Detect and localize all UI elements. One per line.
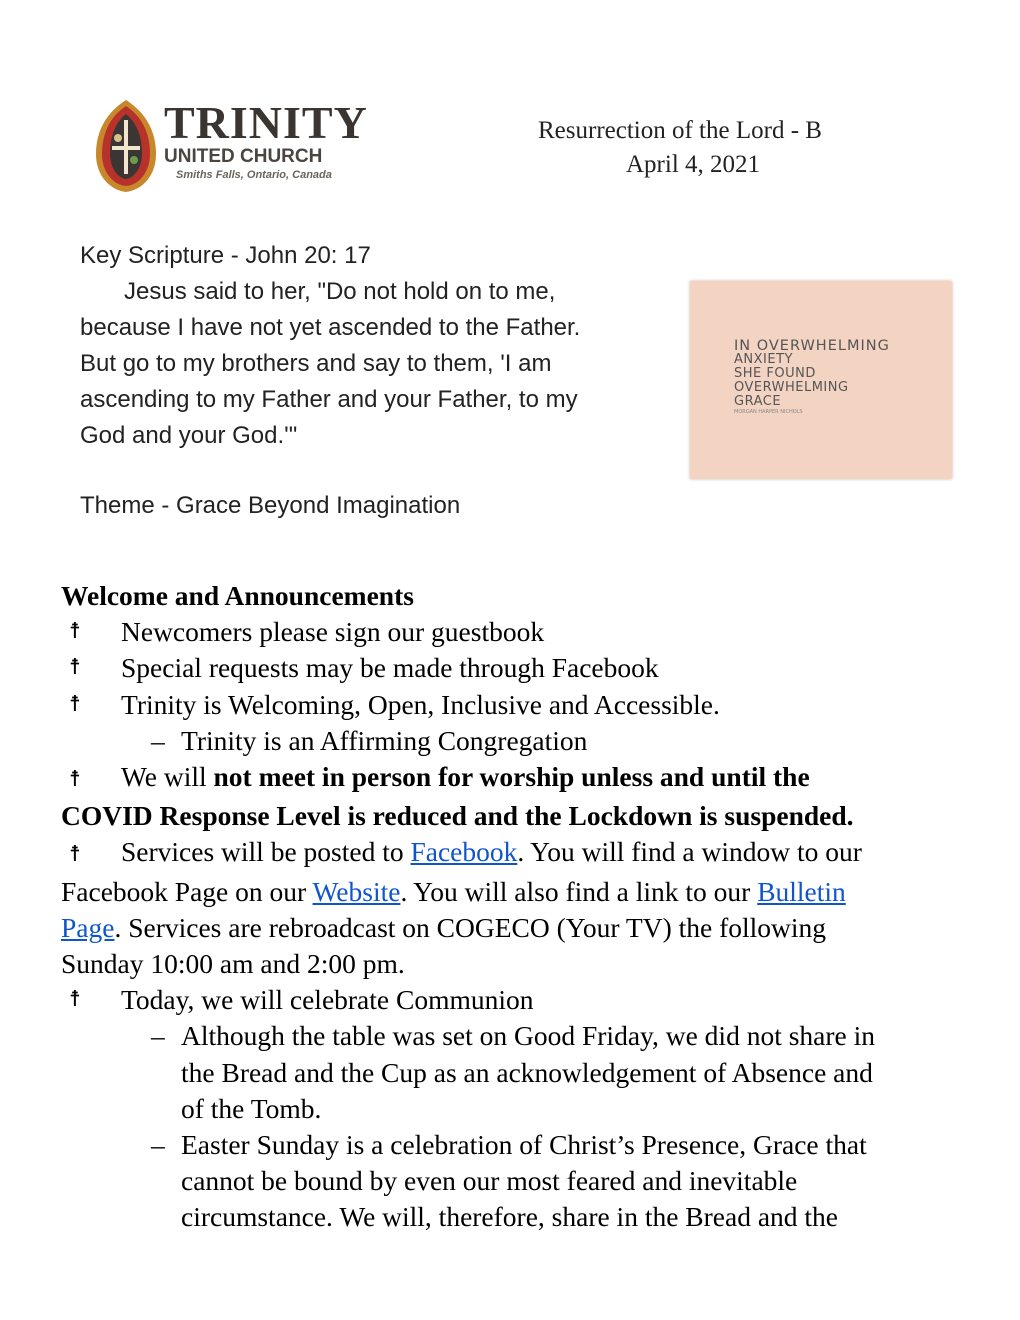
scripture-block: [80, 238, 680, 524]
announcements: [61, 578, 941, 1236]
grace-quote-image: [690, 281, 952, 479]
facebook-link[interactable]: Facebook: [410, 836, 518, 868]
list-item: [61, 834, 941, 982]
quote-line: OVERWHELMING: [734, 380, 849, 395]
dash-bullet: –: [151, 1129, 165, 1161]
theme: Theme - Grace Beyond Imagination: [80, 492, 461, 519]
scripture-line: ascending to my Father and your Father, to my: [80, 386, 578, 413]
logo-location: Smiths Falls, Ontario, Canada: [176, 169, 332, 181]
item-text: Today, we will celebrate Communion: [121, 984, 534, 1016]
service-title: Resurrection of the Lord - B: [538, 117, 822, 144]
sub-item: [61, 1018, 941, 1127]
item-text: We will: [121, 761, 214, 793]
list-item: [61, 759, 941, 834]
website-link[interactable]: Website: [312, 875, 401, 907]
quote-line: IN OVERWHELMING: [734, 338, 890, 354]
list-item: [61, 687, 941, 723]
list-item: [61, 982, 941, 1018]
item-text: . You will find a window to our: [517, 836, 862, 868]
item-text: Services will be posted to: [121, 836, 411, 868]
sub-item-text: [181, 1127, 867, 1236]
shield-emblem-icon: [94, 98, 158, 194]
announcements-heading: Welcome and Announcements: [61, 580, 414, 611]
list-item: [61, 650, 941, 686]
sub-item-text: [181, 1018, 875, 1127]
item-bold: not meet in person for worship unless and until the: [213, 761, 810, 793]
church-logo: [94, 97, 368, 194]
item-bold: COVID Response Level is reduced and the Lockdown is suspended.: [61, 800, 854, 832]
sub-item-line: cannot be bound by even our most feared and inevitable: [181, 1165, 798, 1197]
sub-item-line: circumstance. We will, therefore, share in the Bread and the: [181, 1201, 839, 1233]
item-text: Newcomers please sign our guestbook: [121, 616, 545, 648]
item-text: Sunday 10:00 am and 2:00 pm.: [61, 948, 405, 980]
scripture-line: because I have not yet ascended to the Father.: [80, 314, 581, 341]
scripture-line: Jesus said to her, "Do not hold on to me,: [124, 278, 556, 305]
dash-bullet: –: [151, 1020, 165, 1052]
item-text: Facebook Page on our: [61, 875, 313, 907]
item-text: . You will also find a link to our: [400, 875, 758, 907]
item-text: Trinity is Welcoming, Open, Inclusive and Accessible.: [121, 688, 720, 720]
cross-bullet-icon: ☨: [69, 767, 81, 793]
service-date: April 4, 2021: [626, 151, 761, 178]
cross-bullet-icon: ☨: [69, 691, 81, 717]
sub-item-line: Although the table was set on Good Friday, we did not share in: [181, 1020, 875, 1052]
dash-bullet: –: [151, 724, 165, 756]
logo-name: TRINITY: [164, 97, 368, 148]
quote-author: MORGAN HARPER NICHOLS: [734, 409, 803, 415]
cross-bullet-icon: ☨: [69, 987, 81, 1013]
sub-item-text: Trinity is an Affirming Congregation: [181, 724, 588, 756]
bulletin-page-link[interactable]: Bulletin: [757, 875, 846, 907]
key-scripture: Key Scripture - John 20: 17: [80, 242, 371, 269]
list-item: [61, 614, 941, 650]
scripture-line: God and your God.'": [80, 422, 298, 449]
quote-line: SHE FOUND: [734, 366, 816, 381]
item-text: Special requests may be made through Facebook: [121, 652, 659, 684]
cross-bullet-icon: ☨: [69, 619, 81, 645]
cross-bullet-icon: ☨: [69, 842, 81, 868]
sub-item-line: of the Tomb.: [181, 1092, 322, 1124]
scripture-line: But go to my brothers and say to them, 'I am: [80, 350, 552, 377]
cross-bullet-icon: ☨: [69, 655, 81, 681]
sub-item-line: the Bread and the Cup as an acknowledgement of Absence and: [181, 1056, 873, 1088]
quote-line: ANXIETY: [734, 352, 793, 367]
sub-item: [61, 723, 941, 759]
sub-item-line: Easter Sunday is a celebration of Christ’s Presence, Grace that: [181, 1129, 867, 1161]
item-text: . Services are rebroadcast on COGECO (Your TV) the following: [114, 911, 827, 943]
logo-subtitle: UNITED CHURCH: [164, 146, 323, 167]
bulletin-page-link[interactable]: Page: [61, 911, 115, 943]
sub-item: [61, 1127, 941, 1236]
quote-line: GRACE: [734, 394, 782, 409]
